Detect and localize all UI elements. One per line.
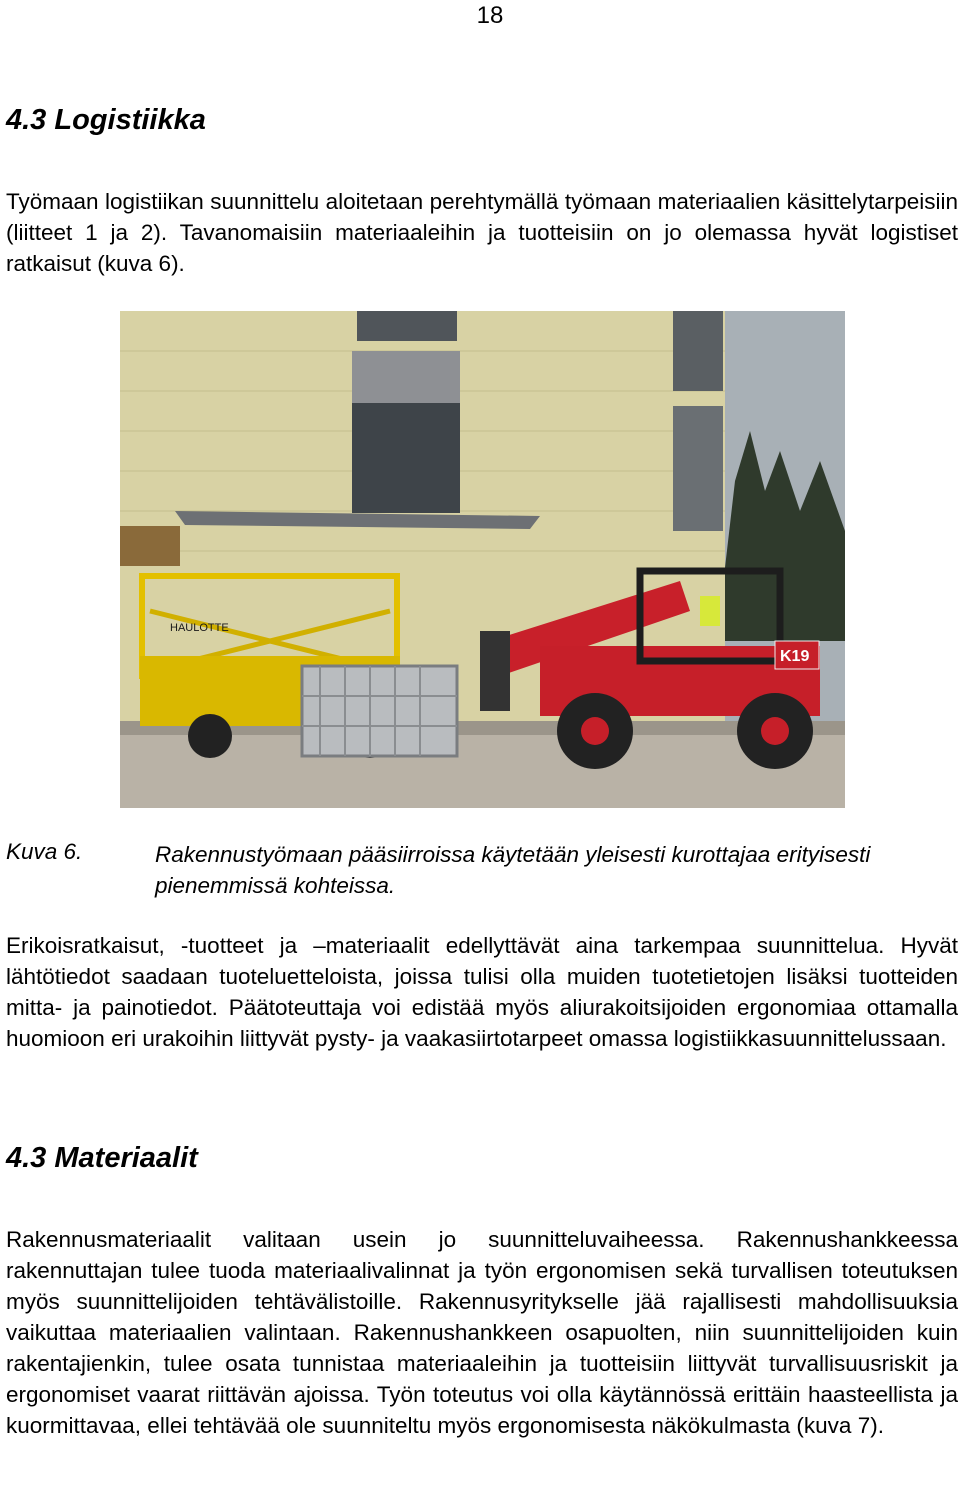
figure-caption-text: Rakennustyömaan pääsiirroissa käytetään yleisesti kurottajaa erityisesti pienemmissä kohteissa.: [155, 842, 871, 898]
body-paragraph-special-solutions: Erikoisratkaisut, -tuotteet ja –materiaalit edellyttävät aina tarkempaa suunnittelua. Hyvät lähtötiedot saadaan tuoteluetteloista, joissa tulisi olla muiden tuotetietojen lisäksi tuotteiden mitta- ja painotiedot. Päätoteuttaja voi edistää myös aliurakoitsijoiden ergonomiaa ottamalla huomioon eri urakoihin liittyvät pysty- ja vaakasiirtotarpeet omassa logistiikkasuunnittelussaan.: [6, 933, 958, 1051]
vehicle-id-label: K19: [780, 648, 810, 665]
body-paragraph-materials: Rakennusmateriaalit valitaan usein jo suunnitteluvaiheessa. Rakennushankkeessa rakennuttajan tulee tuoda materiaalivalinnat ja työn ergonomisen sekä turvallisen toteutuksen myös suunnittelijoiden tehtävälistoille. Rakennusyritykselle jää rajallisesti mahdollisuuksia vaikuttaa materiaalien valintaan. Rakennushankkeen osapuolten, niin suunnittelijoiden kuin rakentajienkin, tulee osata tunnistaa materiaaleihin ja tuotteisiin liittyvät turvallisuusriskit ja ergonomiset vaarat riittävän ajoissa. Työn toteutus voi olla käytännössä erittäin haasteellista ja kuormittavaa, ellei tehtävää ole suunniteltu myös ergonomisesta näkökulmasta (kuva 7).: [6, 1227, 958, 1438]
section-heading-logistiikka: 4.3 Logistiikka: [6, 104, 206, 136]
lift-brand-label: HAULOTTE: [170, 622, 229, 634]
intro-paragraph: Työmaan logistiikan suunnittelu aloitetaan perehtymällä työmaan materiaalien käsittelytarpeisiin (liitteet 1 ja 2). Tavanomaisiin materiaaleihin ja tuotteisiin on jo olemassa hyvät logistiset ratkaisut (kuva 6).: [6, 189, 958, 276]
page-number: 18: [476, 2, 504, 29]
construction-site-photo: [120, 311, 845, 808]
section-heading-materiaalit: 4.3 Materiaalit: [6, 1142, 198, 1174]
figure-caption-label: Kuva 6.: [6, 839, 83, 864]
